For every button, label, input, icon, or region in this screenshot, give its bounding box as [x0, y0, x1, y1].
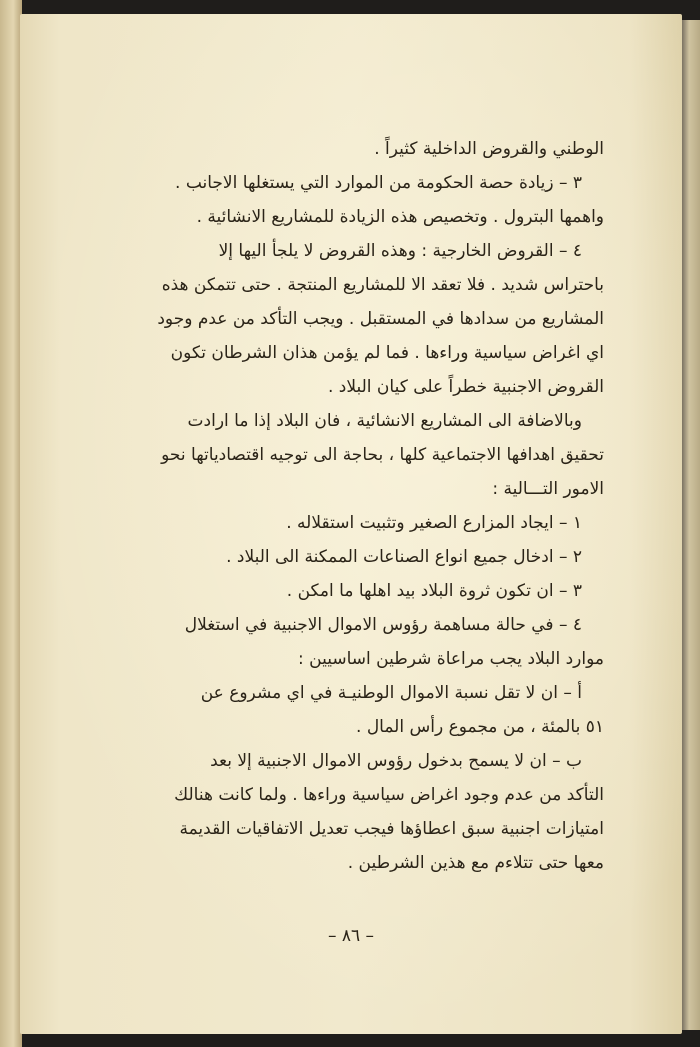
text-line: ٥١ بالمئة ، من مجموع رأس المال .: [356, 717, 604, 737]
text-line: تحقيق اهدافها الاجتماعية كلها ، بحاجة الى توجيه اقتصادياتها نحو: [161, 445, 604, 465]
text-line: ب – ان لا يسمح بدخول رؤوس الاموال الاجنبية إلا بعد: [210, 751, 582, 771]
text-line: المشاريع من سدادها في المستقبل . ويجب التأكد من عدم وجود: [157, 309, 604, 329]
text-line: وبالاضافة الى المشاريع الانشائية ، فان البلاد إذا ما ارادت: [187, 411, 582, 431]
text-line: ١ – ايجاد المزارع الصغير وتثبيت استقلاله .: [286, 513, 582, 533]
previous-page-edge: [0, 0, 22, 1047]
text-line: القروض الاجنبية خطراً على كيان البلاد .: [327, 377, 604, 397]
text-line: أ – ان لا تقل نسبة الاموال الوطنيـة في اي مشروع عن: [200, 683, 582, 703]
text-line: ٣ – زيادة حصة الحكومة من الموارد التي يستغلها الاجانب .: [175, 173, 582, 193]
text-line: التأكد من عدم وجود اغراض سياسية وراءها . ولما كانت هنالك: [174, 785, 604, 805]
text-line: الوطني والقروض الداخلية كثيراً .: [374, 139, 604, 159]
text-line: ٢ – ادخال جميع انواع الصناعات الممكنة الى البلاد .: [226, 547, 582, 567]
text-line: معها حتى تتلاءم مع هذين الشرطين .: [347, 853, 604, 873]
text-line: امتيازات اجنبية سبق اعطاؤها فيجب تعديل الاتفاقيات القديمة: [179, 819, 604, 839]
text-line: ٣ – ان تكون ثروة البلاد بيد اهلها ما امكن .: [286, 581, 582, 601]
scan-top-edge: [20, 0, 700, 14]
page-number: – ٨٦ –: [327, 926, 375, 946]
text-line: الامور التـــالية :: [492, 479, 604, 499]
text-line: اي اغراض سياسية وراءها . فما لم يؤمن هذان الشرطان تكون: [170, 343, 604, 363]
text-line: ٤ – القروض الخارجية : وهذه القروض لا يلجأ اليها إلا: [218, 241, 582, 261]
book-fore-edge: [682, 20, 700, 1030]
page-text: [50, 132, 604, 880]
text-line: موارد البلاد يجب مراعاة شرطين اساسيين :: [298, 649, 604, 669]
text-line: باحتراس شديد . فلا تعقد الا للمشاريع المنتجة . حتى تتمكن هذه: [161, 275, 604, 295]
text-line: واهمها البترول . وتخصيص هذه الزيادة للمشاريع الانشائية .: [196, 207, 604, 227]
text-line: ٤ – في حالة مساهمة رؤوس الاموال الاجنبية في استغلال: [184, 615, 582, 635]
book-page: [20, 14, 682, 1034]
